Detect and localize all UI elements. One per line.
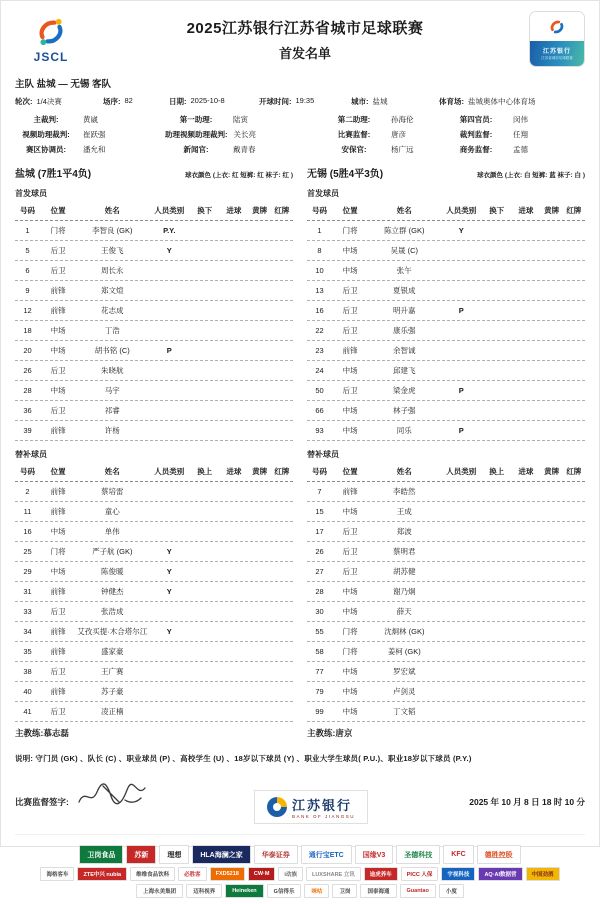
official-item: 主裁判: 黄崴: [33, 115, 98, 124]
sponsor-logo: 华泰证券: [254, 845, 298, 864]
away-subs-row: 17 后卫 郑波: [307, 522, 585, 542]
sponsor-logo: 咪咕: [304, 884, 329, 898]
away-subs-title: 替补球员: [307, 450, 339, 459]
sponsor-logo: 苏新: [126, 845, 156, 864]
sponsor-logo: 上海永美集团: [136, 884, 183, 898]
officials-grid: [15, 114, 585, 155]
home-starting-header: 号码 位置 姓名 人员类别 换下 进球 黄牌 红牌: [15, 201, 293, 221]
home-subs-row: 11 前锋 童心: [15, 502, 293, 522]
sponsor-logo: 德胜控股: [477, 845, 521, 864]
sponsor-logo: 卫岗食品: [79, 845, 123, 864]
footer-signature-row: [15, 780, 585, 824]
home-team-name: 盐城 (7胜1平4负): [15, 169, 92, 180]
official-item: 安保官: 杨广远: [341, 145, 414, 154]
away-subs-row: 55 门将 沈炯林 (GK): [307, 622, 585, 642]
match-info: [15, 96, 585, 107]
home-starting-row: 1 门将 李智良 (GK) P.Y.: [15, 221, 293, 241]
match-info-item: 体育场: 盐城奥体中心体育场: [439, 97, 536, 106]
home-starting-row: 28 中场 马宇: [15, 381, 293, 401]
official-item: 赛区协调员: 潘允和: [26, 145, 106, 154]
home-subs-row: 41 后卫 凌正楠: [15, 702, 293, 722]
official-item: 第四官员: 闵伟: [459, 115, 528, 124]
official-item: 助理视频助理裁判: 关长亮: [165, 130, 256, 139]
page-title: 2025江苏银行江苏省城市足球联赛: [186, 19, 424, 37]
away-starting-row: 16 后卫 明升嘉 P: [307, 301, 585, 321]
official-item: 比赛监督: 唐彦: [337, 130, 406, 139]
away-subs-row: 7 前锋 李皓然: [307, 482, 585, 502]
home-subs-row: 33 后卫 张浩成: [15, 602, 293, 622]
away-subs-row: 58 门将 姜柯 (GK): [307, 642, 585, 662]
home-subs-row: 25 门将 严子航 (GK) Y: [15, 542, 293, 562]
badge-sub-text: 江苏省城市足球联赛: [541, 56, 573, 61]
away-starting-row: 93 中场 同乐 P: [307, 421, 585, 441]
sponsor-logo: 通行宝ETC: [301, 845, 352, 864]
away-starting-row: 8 中场 吴晟 (C): [307, 241, 585, 261]
home-subs-row: 31 前锋 钟健杰 Y: [15, 582, 293, 602]
away-coach: 主教练:唐京: [307, 728, 353, 738]
sponsor-logo: 迈科视界: [186, 884, 222, 898]
home-subs-table: [15, 462, 293, 722]
match-info-item: 城市: 盐城: [351, 97, 388, 106]
sponsor-logo: 卫岗: [332, 884, 357, 898]
away-subs-row: 28 中场 谢乃炯: [307, 582, 585, 602]
sponsor-logo: PICC 人保: [401, 867, 439, 881]
away-starting-row: 66 中场 林子强: [307, 401, 585, 421]
away-starting-row: 13 后卫 夏银成: [307, 281, 585, 301]
sponsor-logo: KFC: [443, 845, 473, 864]
supervisor-signature-label: 比赛监督签字:: [15, 797, 69, 807]
bank-name: 江苏银行: [292, 798, 353, 813]
official-item: 第二助理: 孙海伦: [337, 115, 414, 124]
signature-icon: [75, 780, 153, 810]
official-item: 视频助理裁判: 崔跃强: [22, 130, 106, 139]
away-subs-row: 27 后卫 胡苏健: [307, 562, 585, 582]
bank-emblem-icon: [267, 797, 287, 817]
league-logo: [15, 15, 87, 64]
official-item: 第一助理: 陆寅: [179, 115, 248, 124]
sponsor-logo: G信得乐: [267, 884, 302, 898]
sponsor-logo: 理想: [159, 845, 189, 864]
away-subs-row: 15 中场 王成: [307, 502, 585, 522]
match-teams-line: 主队 盐城 — 无锡 客队: [15, 79, 112, 90]
away-starting-title: 首发球员: [307, 189, 339, 198]
sponsor-logo: 必胜客: [178, 867, 207, 881]
legend-notes: 说明: 守门员 (GK) 、队长 (C) 、职业球员 (P) 、高校学生 (U) 、18岁以下球员 (Y) 、职业大学生球员( P.U.)、职业18岁以下球员 (P.Y.): [15, 754, 472, 763]
away-starting-header: 号码 位置 姓名 人员类别 换下 进球 黄牌 红牌: [307, 201, 585, 221]
away-starting-row: 1 门将 陈立群 (GK) Y: [307, 221, 585, 241]
home-subs-title: 替补球员: [15, 450, 47, 459]
sponsor-logo: 宇视科技: [441, 867, 475, 881]
away-starting-row: 24 中场 邱建飞: [307, 361, 585, 381]
sponsor-logo: 途虎养车: [364, 867, 398, 881]
match-info-item: 日期: 2025-10-8: [169, 96, 225, 106]
home-coach: 主教练:慕志磊: [15, 728, 69, 738]
match-info-item: 场序: 82: [103, 96, 133, 106]
home-starting-row: 36 后卫 祁睿: [15, 401, 293, 421]
league-bank-badge: [529, 11, 585, 67]
away-subs-row: 99 中场 丁文韬: [307, 702, 585, 722]
lineup-sheet: [1, 1, 599, 904]
away-subs-row: 26 后卫 蔡明君: [307, 542, 585, 562]
sponsor-logo: Guantao: [400, 884, 436, 898]
home-starting-row: 18 中场 丁浩: [15, 321, 293, 341]
official-item: 新闻官: 戴青春: [183, 145, 256, 154]
away-subs-header: 号码 位置 姓名 人员类别 换上 进球 黄牌 红牌: [307, 462, 585, 482]
match-info-item: 开球时间: 19:35: [259, 96, 315, 106]
away-team-column: [307, 165, 585, 739]
away-starting-row: 10 中场 张午: [307, 261, 585, 281]
home-starting-row: 26 后卫 朱晓航: [15, 361, 293, 381]
home-subs-row: 29 中场 陈俊暖 Y: [15, 562, 293, 582]
home-starting-table: [15, 201, 293, 441]
home-subs-row: 34 前锋 艾孜买提·木合塔尔江 Y: [15, 622, 293, 642]
sponsor-logo: AQ·AI数据营: [478, 867, 522, 881]
match-info-item: 轮次: 1/4决赛: [15, 97, 62, 106]
official-item: 商务监督: 孟德: [459, 145, 528, 154]
badge-bank-name: 江苏银行: [542, 49, 571, 56]
home-team-column: [15, 165, 293, 739]
home-subs-row: 16 中场 单伟: [15, 522, 293, 542]
sponsor-logo: ZTE中兴 nubia: [77, 867, 127, 881]
sponsor-logo: 小度: [439, 884, 464, 898]
sponsor-logo: FXD5218: [210, 867, 245, 881]
away-subs-table: [307, 462, 585, 722]
away-subs-row: 77 中场 罗宏斌: [307, 662, 585, 682]
home-starting-row: 39 前锋 许杨: [15, 421, 293, 441]
sponsor-logo: Heineken: [225, 884, 263, 898]
away-starting-row: 23 前锋 余智诚: [307, 341, 585, 361]
away-starting-row: 22 后卫 康乐强: [307, 321, 585, 341]
sponsor-logo: 中国劲酒: [526, 867, 560, 881]
sponsor-logo: 国缘V3: [355, 845, 394, 864]
bank-logo: [153, 790, 469, 824]
home-starting-row: 9 前锋 郑文煊: [15, 281, 293, 301]
jscl-emblem-icon: [34, 15, 68, 49]
header: [15, 11, 585, 67]
league-abbr: JSCL: [33, 49, 69, 64]
home-subs-row: 40 前锋 苏子豪: [15, 682, 293, 702]
sponsor-row-1: [15, 845, 585, 864]
home-subs-row: 38 后卫 王广赛: [15, 662, 293, 682]
home-subs-row: 35 前锋 盛家豪: [15, 642, 293, 662]
sponsor-logo: 维维食品饮料: [130, 867, 175, 881]
home-kit-colors: 球衣颜色 (上衣: 红 短裤: 红 袜子: 红 ): [185, 172, 293, 179]
away-team-name: 无锡 (5胜4平3负): [307, 169, 384, 180]
home-subs-header: 号码 位置 姓名 人员类别 换上 进球 黄牌 红牌: [15, 462, 293, 482]
away-starting-row: 50 后卫 梁金虎 P: [307, 381, 585, 401]
sponsor-strip: [15, 834, 585, 898]
home-starting-row: 20 中场 胡书铭 (C) P: [15, 341, 293, 361]
home-starting-row: 12 前锋 花志成: [15, 301, 293, 321]
bank-subtitle: BANK OF JIANGSU: [292, 814, 356, 819]
home-subs-row: 2 前锋 蔡培雷: [15, 482, 293, 502]
page-subtitle: 首发名单: [278, 45, 331, 61]
sponsor-logo: LUXSHARE 立讯: [306, 867, 361, 881]
home-starting-row: 5 后卫 王俊飞 Y: [15, 241, 293, 261]
home-starting-row: 6 后卫 周长永: [15, 261, 293, 281]
home-starting-title: 首发球员: [15, 189, 47, 198]
sponsor-logo: i动族: [278, 867, 303, 881]
away-subs-row: 79 中场 卢剑灵: [307, 682, 585, 702]
sponsor-row-3: [15, 884, 585, 898]
badge-emblem-icon: [548, 18, 566, 36]
sponsor-logo: CW·M: [248, 867, 276, 881]
sponsor-logo: 国泰海通: [360, 884, 396, 898]
sponsor-logo: HLA海澜之家: [192, 845, 250, 864]
sponsor-logo: 圣德科技: [396, 845, 440, 864]
print-datetime: 2025 年 10 月 8 日 18 时 10 分: [469, 797, 585, 807]
sponsor-row-2: [15, 867, 585, 881]
away-starting-table: [307, 201, 585, 441]
away-subs-row: 30 中场 薛天: [307, 602, 585, 622]
away-kit-colors: 球衣颜色 (上衣: 白 短裤: 蓝 袜子: 白 ): [477, 172, 585, 179]
official-item: 裁判监督: 任翔: [459, 130, 528, 139]
sponsor-logo: 海格客车: [40, 867, 74, 881]
